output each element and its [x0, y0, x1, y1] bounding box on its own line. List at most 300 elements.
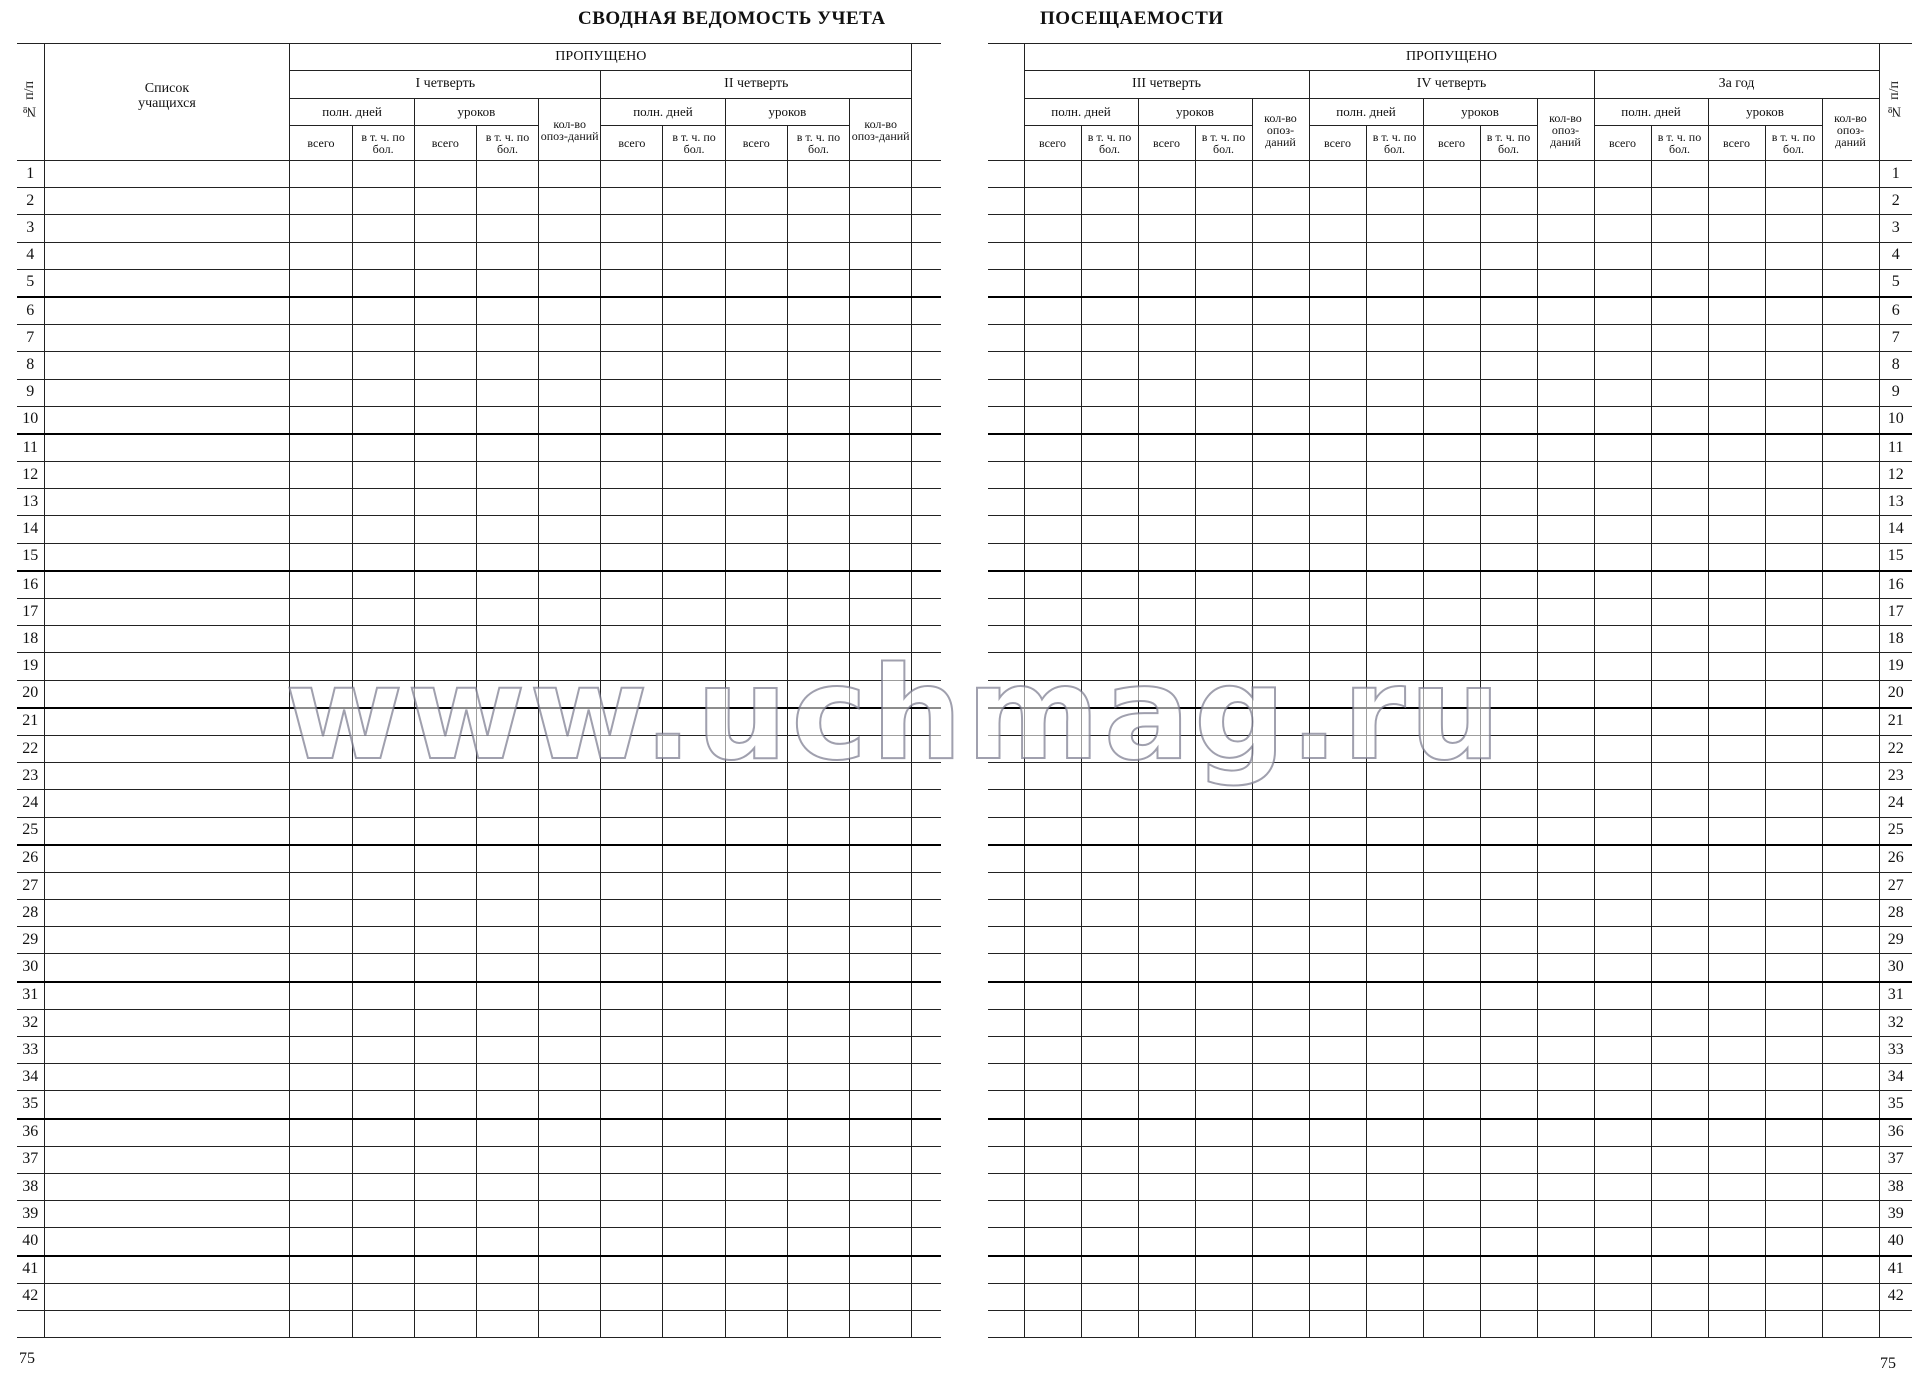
- attendance-cell[interactable]: [1423, 900, 1480, 927]
- attendance-cell[interactable]: [476, 161, 538, 188]
- attendance-cell[interactable]: [1366, 1009, 1423, 1036]
- attendance-cell[interactable]: [787, 653, 849, 680]
- attendance-cell[interactable]: [1195, 161, 1252, 188]
- attendance-cell[interactable]: [1651, 242, 1708, 269]
- attendance-cell[interactable]: [850, 1256, 912, 1284]
- attendance-cell[interactable]: [476, 708, 538, 736]
- attendance-cell[interactable]: [290, 242, 352, 269]
- attendance-cell[interactable]: [1594, 1009, 1651, 1036]
- attendance-cell[interactable]: [1651, 927, 1708, 954]
- attendance-cell[interactable]: [290, 543, 352, 571]
- attendance-cell[interactable]: [850, 1173, 912, 1200]
- attendance-cell[interactable]: [1765, 325, 1822, 352]
- attendance-cell[interactable]: [601, 1009, 663, 1036]
- attendance-cell[interactable]: [725, 571, 787, 599]
- attendance-cell[interactable]: [787, 269, 849, 297]
- attendance-cell[interactable]: [1138, 161, 1195, 188]
- attendance-cell[interactable]: [1708, 1256, 1765, 1284]
- attendance-cell[interactable]: [1594, 1173, 1651, 1200]
- attendance-cell[interactable]: [1366, 872, 1423, 899]
- attendance-cell[interactable]: [787, 462, 849, 489]
- attendance-cell[interactable]: [1651, 297, 1708, 325]
- attendance-cell[interactable]: [1822, 735, 1879, 762]
- attendance-cell[interactable]: [352, 1009, 414, 1036]
- attendance-cell[interactable]: [1195, 735, 1252, 762]
- attendance-cell[interactable]: [1423, 1201, 1480, 1228]
- attendance-cell[interactable]: [1480, 790, 1537, 817]
- attendance-cell[interactable]: [663, 325, 725, 352]
- attendance-cell[interactable]: [1366, 1173, 1423, 1200]
- attendance-cell[interactable]: [476, 845, 538, 873]
- attendance-cell[interactable]: [1765, 242, 1822, 269]
- attendance-cell[interactable]: [1765, 543, 1822, 571]
- attendance-cell[interactable]: [601, 1256, 663, 1284]
- attendance-cell[interactable]: [601, 845, 663, 873]
- attendance-cell[interactable]: [1195, 900, 1252, 927]
- attendance-cell[interactable]: [1708, 1228, 1765, 1256]
- attendance-cell[interactable]: [1195, 297, 1252, 325]
- attendance-cell[interactable]: [1537, 434, 1594, 462]
- attendance-cell[interactable]: [1138, 790, 1195, 817]
- attendance-cell[interactable]: [1765, 927, 1822, 954]
- attendance-cell[interactable]: [1252, 406, 1309, 434]
- attendance-cell[interactable]: [476, 352, 538, 379]
- attendance-cell[interactable]: [1252, 1009, 1309, 1036]
- attendance-cell[interactable]: [1024, 379, 1081, 406]
- attendance-cell[interactable]: [1423, 680, 1480, 708]
- attendance-cell[interactable]: [1765, 1146, 1822, 1173]
- attendance-cell[interactable]: [290, 982, 352, 1010]
- attendance-cell[interactable]: [601, 215, 663, 242]
- attendance-cell[interactable]: [1024, 982, 1081, 1010]
- attendance-cell[interactable]: [787, 708, 849, 736]
- student-name-cell[interactable]: [44, 269, 290, 297]
- attendance-cell[interactable]: [787, 242, 849, 269]
- attendance-cell[interactable]: [539, 790, 601, 817]
- attendance-cell[interactable]: [290, 352, 352, 379]
- attendance-cell[interactable]: [850, 817, 912, 845]
- attendance-cell[interactable]: [1822, 708, 1879, 736]
- attendance-cell[interactable]: [476, 982, 538, 1010]
- attendance-cell[interactable]: [1822, 188, 1879, 215]
- attendance-cell[interactable]: [539, 1201, 601, 1228]
- attendance-cell[interactable]: [601, 516, 663, 543]
- attendance-cell[interactable]: [1309, 406, 1366, 434]
- attendance-cell[interactable]: [414, 954, 476, 982]
- attendance-cell[interactable]: [1651, 352, 1708, 379]
- attendance-cell[interactable]: [1366, 379, 1423, 406]
- attendance-cell[interactable]: [1651, 763, 1708, 790]
- attendance-cell[interactable]: [725, 1256, 787, 1284]
- attendance-cell[interactable]: [1081, 872, 1138, 899]
- attendance-cell[interactable]: [1708, 1064, 1765, 1091]
- attendance-cell[interactable]: [601, 1119, 663, 1147]
- attendance-cell[interactable]: [1138, 269, 1195, 297]
- student-name-cell[interactable]: [44, 434, 290, 462]
- attendance-cell[interactable]: [601, 434, 663, 462]
- attendance-cell[interactable]: [1366, 1201, 1423, 1228]
- attendance-cell[interactable]: [476, 599, 538, 626]
- attendance-cell[interactable]: [1822, 1037, 1879, 1064]
- attendance-cell[interactable]: [725, 817, 787, 845]
- attendance-cell[interactable]: [1651, 954, 1708, 982]
- student-name-cell[interactable]: [44, 900, 290, 927]
- attendance-cell[interactable]: [1537, 161, 1594, 188]
- attendance-cell[interactable]: [539, 817, 601, 845]
- attendance-cell[interactable]: [352, 516, 414, 543]
- attendance-cell[interactable]: [1081, 161, 1138, 188]
- attendance-cell[interactable]: [1537, 1201, 1594, 1228]
- attendance-cell[interactable]: [1138, 1283, 1195, 1310]
- attendance-cell[interactable]: [1537, 1146, 1594, 1173]
- attendance-cell[interactable]: [1480, 379, 1537, 406]
- attendance-cell[interactable]: [1252, 1037, 1309, 1064]
- attendance-cell[interactable]: [1765, 763, 1822, 790]
- attendance-cell[interactable]: [539, 1173, 601, 1200]
- attendance-cell[interactable]: [1195, 325, 1252, 352]
- attendance-cell[interactable]: [1822, 406, 1879, 434]
- attendance-cell[interactable]: [1309, 1037, 1366, 1064]
- attendance-cell[interactable]: [476, 900, 538, 927]
- student-name-cell[interactable]: [44, 1283, 290, 1310]
- attendance-cell[interactable]: [787, 1009, 849, 1036]
- attendance-cell[interactable]: [663, 297, 725, 325]
- attendance-cell[interactable]: [539, 680, 601, 708]
- attendance-cell[interactable]: [787, 1037, 849, 1064]
- attendance-cell[interactable]: [1480, 626, 1537, 653]
- attendance-cell[interactable]: [290, 215, 352, 242]
- attendance-cell[interactable]: [1765, 1173, 1822, 1200]
- attendance-cell[interactable]: [787, 872, 849, 899]
- attendance-cell[interactable]: [1765, 708, 1822, 736]
- attendance-cell[interactable]: [414, 352, 476, 379]
- attendance-cell[interactable]: [1594, 708, 1651, 736]
- attendance-cell[interactable]: [1309, 1173, 1366, 1200]
- attendance-cell[interactable]: [1537, 763, 1594, 790]
- attendance-cell[interactable]: [1366, 543, 1423, 571]
- attendance-cell[interactable]: [290, 1091, 352, 1119]
- attendance-cell[interactable]: [1651, 325, 1708, 352]
- attendance-cell[interactable]: [414, 927, 476, 954]
- attendance-cell[interactable]: [1765, 680, 1822, 708]
- attendance-cell[interactable]: [1081, 708, 1138, 736]
- attendance-cell[interactable]: [850, 462, 912, 489]
- attendance-cell[interactable]: [1309, 1009, 1366, 1036]
- attendance-cell[interactable]: [1822, 352, 1879, 379]
- attendance-cell[interactable]: [1651, 653, 1708, 680]
- attendance-cell[interactable]: [476, 626, 538, 653]
- attendance-cell[interactable]: [1195, 763, 1252, 790]
- attendance-cell[interactable]: [1423, 516, 1480, 543]
- attendance-cell[interactable]: [1195, 1228, 1252, 1256]
- attendance-cell[interactable]: [1708, 1173, 1765, 1200]
- attendance-cell[interactable]: [1765, 626, 1822, 653]
- attendance-cell[interactable]: [1651, 188, 1708, 215]
- attendance-cell[interactable]: [1366, 434, 1423, 462]
- attendance-cell[interactable]: [1594, 790, 1651, 817]
- attendance-cell[interactable]: [1138, 352, 1195, 379]
- attendance-cell[interactable]: [1423, 1256, 1480, 1284]
- attendance-cell[interactable]: [1537, 1119, 1594, 1147]
- attendance-cell[interactable]: [663, 1283, 725, 1310]
- attendance-cell[interactable]: [1480, 1228, 1537, 1256]
- attendance-cell[interactable]: [1651, 1009, 1708, 1036]
- attendance-cell[interactable]: [1024, 1201, 1081, 1228]
- attendance-cell[interactable]: [663, 1091, 725, 1119]
- attendance-cell[interactable]: [1081, 571, 1138, 599]
- attendance-cell[interactable]: [1366, 352, 1423, 379]
- attendance-cell[interactable]: [1822, 872, 1879, 899]
- attendance-cell[interactable]: [601, 653, 663, 680]
- attendance-cell[interactable]: [1252, 379, 1309, 406]
- attendance-cell[interactable]: [725, 434, 787, 462]
- student-name-cell[interactable]: [44, 489, 290, 516]
- attendance-cell[interactable]: [539, 516, 601, 543]
- attendance-cell[interactable]: [1708, 1037, 1765, 1064]
- attendance-cell[interactable]: [1480, 1173, 1537, 1200]
- attendance-cell[interactable]: [1423, 845, 1480, 873]
- attendance-cell[interactable]: [663, 516, 725, 543]
- attendance-cell[interactable]: [1309, 845, 1366, 873]
- attendance-cell[interactable]: [601, 188, 663, 215]
- attendance-cell[interactable]: [1081, 735, 1138, 762]
- attendance-cell[interactable]: [476, 1037, 538, 1064]
- attendance-cell[interactable]: [352, 215, 414, 242]
- attendance-cell[interactable]: [1822, 516, 1879, 543]
- attendance-cell[interactable]: [1594, 817, 1651, 845]
- attendance-cell[interactable]: [1195, 1256, 1252, 1284]
- attendance-cell[interactable]: [601, 1173, 663, 1200]
- attendance-cell[interactable]: [476, 872, 538, 899]
- attendance-cell[interactable]: [352, 817, 414, 845]
- student-name-cell[interactable]: [44, 599, 290, 626]
- attendance-cell[interactable]: [1138, 1091, 1195, 1119]
- attendance-cell[interactable]: [1594, 188, 1651, 215]
- attendance-cell[interactable]: [1024, 872, 1081, 899]
- attendance-cell[interactable]: [1252, 188, 1309, 215]
- attendance-cell[interactable]: [414, 872, 476, 899]
- attendance-cell[interactable]: [1081, 406, 1138, 434]
- attendance-cell[interactable]: [1252, 626, 1309, 653]
- attendance-cell[interactable]: [1423, 1283, 1480, 1310]
- attendance-cell[interactable]: [1423, 763, 1480, 790]
- attendance-cell[interactable]: [1822, 379, 1879, 406]
- attendance-cell[interactable]: [1081, 927, 1138, 954]
- attendance-cell[interactable]: [1309, 1119, 1366, 1147]
- attendance-cell[interactable]: [1765, 954, 1822, 982]
- attendance-cell[interactable]: [352, 1173, 414, 1200]
- attendance-cell[interactable]: [290, 927, 352, 954]
- attendance-cell[interactable]: [1594, 680, 1651, 708]
- attendance-cell[interactable]: [352, 543, 414, 571]
- attendance-cell[interactable]: [1480, 735, 1537, 762]
- attendance-cell[interactable]: [1138, 297, 1195, 325]
- attendance-cell[interactable]: [1138, 242, 1195, 269]
- attendance-cell[interactable]: [1252, 1310, 1309, 1337]
- attendance-cell[interactable]: [601, 927, 663, 954]
- attendance-cell[interactable]: [1252, 845, 1309, 873]
- attendance-cell[interactable]: [850, 434, 912, 462]
- attendance-cell[interactable]: [1537, 790, 1594, 817]
- attendance-cell[interactable]: [1765, 571, 1822, 599]
- attendance-cell[interactable]: [725, 708, 787, 736]
- attendance-cell[interactable]: [1708, 516, 1765, 543]
- attendance-cell[interactable]: [1366, 406, 1423, 434]
- attendance-cell[interactable]: [1423, 215, 1480, 242]
- attendance-cell[interactable]: [850, 571, 912, 599]
- attendance-cell[interactable]: [601, 763, 663, 790]
- attendance-cell[interactable]: [352, 1310, 414, 1337]
- attendance-cell[interactable]: [663, 1173, 725, 1200]
- attendance-cell[interactable]: [1081, 215, 1138, 242]
- attendance-cell[interactable]: [1252, 1256, 1309, 1284]
- attendance-cell[interactable]: [1366, 763, 1423, 790]
- attendance-cell[interactable]: [1822, 1228, 1879, 1256]
- attendance-cell[interactable]: [476, 790, 538, 817]
- attendance-cell[interactable]: [1423, 927, 1480, 954]
- attendance-cell[interactable]: [1081, 982, 1138, 1010]
- attendance-cell[interactable]: [352, 680, 414, 708]
- attendance-cell[interactable]: [1822, 1201, 1879, 1228]
- attendance-cell[interactable]: [414, 406, 476, 434]
- attendance-cell[interactable]: [1480, 872, 1537, 899]
- attendance-cell[interactable]: [1651, 735, 1708, 762]
- attendance-cell[interactable]: [1765, 872, 1822, 899]
- attendance-cell[interactable]: [1138, 845, 1195, 873]
- attendance-cell[interactable]: [539, 161, 601, 188]
- attendance-cell[interactable]: [1195, 1173, 1252, 1200]
- attendance-cell[interactable]: [1651, 1310, 1708, 1337]
- student-name-cell[interactable]: [44, 790, 290, 817]
- attendance-cell[interactable]: [1024, 297, 1081, 325]
- attendance-cell[interactable]: [1765, 1283, 1822, 1310]
- attendance-cell[interactable]: [1423, 1091, 1480, 1119]
- attendance-cell[interactable]: [1024, 352, 1081, 379]
- attendance-cell[interactable]: [352, 927, 414, 954]
- attendance-cell[interactable]: [1252, 982, 1309, 1010]
- attendance-cell[interactable]: [1423, 1228, 1480, 1256]
- student-name-cell[interactable]: [44, 161, 290, 188]
- attendance-cell[interactable]: [1252, 462, 1309, 489]
- attendance-cell[interactable]: [1024, 763, 1081, 790]
- attendance-cell[interactable]: [850, 379, 912, 406]
- attendance-cell[interactable]: [1822, 434, 1879, 462]
- attendance-cell[interactable]: [1594, 543, 1651, 571]
- attendance-cell[interactable]: [663, 242, 725, 269]
- attendance-cell[interactable]: [352, 982, 414, 1010]
- attendance-cell[interactable]: [850, 242, 912, 269]
- attendance-cell[interactable]: [850, 653, 912, 680]
- attendance-cell[interactable]: [1423, 242, 1480, 269]
- attendance-cell[interactable]: [1024, 900, 1081, 927]
- attendance-cell[interactable]: [1423, 599, 1480, 626]
- attendance-cell[interactable]: [1138, 406, 1195, 434]
- attendance-cell[interactable]: [1195, 1009, 1252, 1036]
- attendance-cell[interactable]: [1252, 763, 1309, 790]
- attendance-cell[interactable]: [725, 379, 787, 406]
- attendance-cell[interactable]: [787, 1310, 849, 1337]
- attendance-cell[interactable]: [1537, 845, 1594, 873]
- attendance-cell[interactable]: [663, 406, 725, 434]
- attendance-cell[interactable]: [725, 297, 787, 325]
- attendance-cell[interactable]: [476, 406, 538, 434]
- attendance-cell[interactable]: [1081, 543, 1138, 571]
- attendance-cell[interactable]: [1765, 352, 1822, 379]
- attendance-cell[interactable]: [787, 1146, 849, 1173]
- attendance-cell[interactable]: [1423, 708, 1480, 736]
- attendance-cell[interactable]: [725, 325, 787, 352]
- student-name-cell[interactable]: [44, 406, 290, 434]
- attendance-cell[interactable]: [601, 1283, 663, 1310]
- attendance-cell[interactable]: [352, 188, 414, 215]
- attendance-cell[interactable]: [1423, 982, 1480, 1010]
- attendance-cell[interactable]: [1024, 1037, 1081, 1064]
- attendance-cell[interactable]: [1024, 790, 1081, 817]
- attendance-cell[interactable]: [1138, 1256, 1195, 1284]
- attendance-cell[interactable]: [663, 1064, 725, 1091]
- attendance-cell[interactable]: [725, 626, 787, 653]
- attendance-cell[interactable]: [1024, 626, 1081, 653]
- attendance-cell[interactable]: [787, 1228, 849, 1256]
- attendance-cell[interactable]: [1081, 1228, 1138, 1256]
- attendance-cell[interactable]: [1081, 1091, 1138, 1119]
- attendance-cell[interactable]: [476, 489, 538, 516]
- attendance-cell[interactable]: [1252, 161, 1309, 188]
- attendance-cell[interactable]: [1594, 1037, 1651, 1064]
- attendance-cell[interactable]: [725, 790, 787, 817]
- attendance-cell[interactable]: [1708, 1201, 1765, 1228]
- attendance-cell[interactable]: [850, 1146, 912, 1173]
- attendance-cell[interactable]: [850, 790, 912, 817]
- attendance-cell[interactable]: [1423, 1146, 1480, 1173]
- attendance-cell[interactable]: [1708, 352, 1765, 379]
- attendance-cell[interactable]: [539, 1310, 601, 1337]
- attendance-cell[interactable]: [850, 543, 912, 571]
- attendance-cell[interactable]: [1309, 297, 1366, 325]
- attendance-cell[interactable]: [601, 790, 663, 817]
- attendance-cell[interactable]: [1480, 900, 1537, 927]
- attendance-cell[interactable]: [850, 845, 912, 873]
- attendance-cell[interactable]: [1537, 817, 1594, 845]
- attendance-cell[interactable]: [1081, 242, 1138, 269]
- attendance-cell[interactable]: [1366, 1228, 1423, 1256]
- attendance-cell[interactable]: [1195, 1146, 1252, 1173]
- attendance-cell[interactable]: [414, 269, 476, 297]
- attendance-cell[interactable]: [1024, 599, 1081, 626]
- student-name-cell[interactable]: [44, 735, 290, 762]
- attendance-cell[interactable]: [1765, 297, 1822, 325]
- attendance-cell[interactable]: [1252, 927, 1309, 954]
- attendance-cell[interactable]: [1309, 352, 1366, 379]
- attendance-cell[interactable]: [1366, 1256, 1423, 1284]
- attendance-cell[interactable]: [476, 735, 538, 762]
- attendance-cell[interactable]: [850, 188, 912, 215]
- attendance-cell[interactable]: [414, 1310, 476, 1337]
- student-name-cell[interactable]: [44, 626, 290, 653]
- attendance-cell[interactable]: [1594, 379, 1651, 406]
- attendance-cell[interactable]: [1366, 680, 1423, 708]
- attendance-cell[interactable]: [850, 1119, 912, 1147]
- attendance-cell[interactable]: [352, 900, 414, 927]
- attendance-cell[interactable]: [414, 379, 476, 406]
- attendance-cell[interactable]: [1708, 1091, 1765, 1119]
- attendance-cell[interactable]: [1594, 462, 1651, 489]
- attendance-cell[interactable]: [725, 900, 787, 927]
- attendance-cell[interactable]: [663, 900, 725, 927]
- attendance-cell[interactable]: [1765, 1256, 1822, 1284]
- attendance-cell[interactable]: [1594, 297, 1651, 325]
- attendance-cell[interactable]: [1594, 406, 1651, 434]
